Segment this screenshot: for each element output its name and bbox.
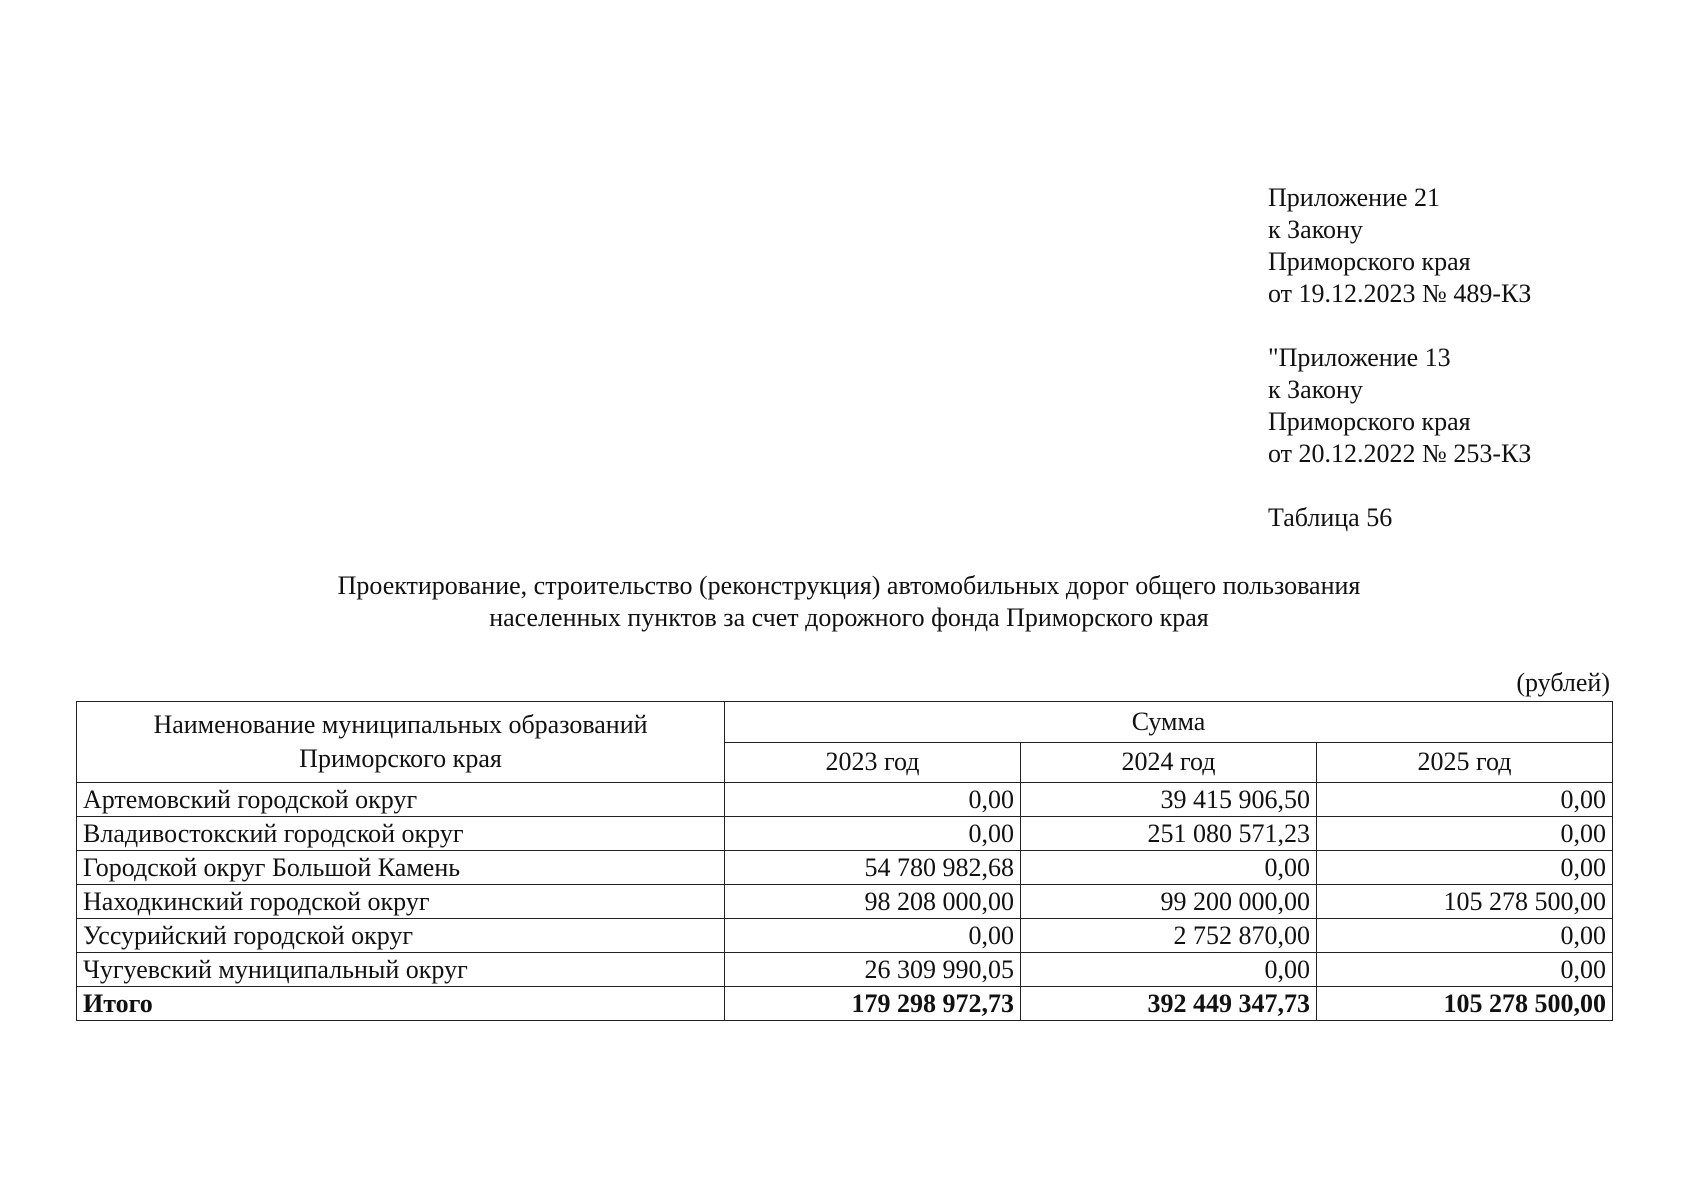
appendix-region: Приморского края	[1268, 247, 1471, 276]
value-2025: 0,00	[1317, 817, 1613, 851]
appendix-law-ref: к Закону	[1268, 215, 1363, 244]
value-2024: 2 752 870,00	[1021, 919, 1317, 953]
table-label: Таблица 56	[1268, 503, 1393, 532]
header-municipality-line-2: Приморского края	[299, 744, 502, 773]
value-2024: 39 415 906,50	[1021, 783, 1317, 817]
value-2025: 105 278 500,00	[1317, 885, 1613, 919]
original-law-ref: к Закону	[1268, 375, 1363, 404]
value-2023: 98 208 000,00	[725, 885, 1021, 919]
row-name: Чугуевский муниципальный округ	[77, 953, 725, 987]
value-2024: 251 080 571,23	[1021, 817, 1317, 851]
appendix-law-date: от 19.12.2023 № 489-КЗ	[1268, 279, 1532, 308]
total-2024: 392 449 347,73	[1021, 987, 1317, 1021]
row-name: Городской округ Большой Камень	[77, 851, 725, 885]
appendix-block	[1268, 182, 1648, 534]
original-law-date: от 20.12.2022 № 253-КЗ	[1268, 439, 1532, 468]
value-2024: 0,00	[1021, 851, 1317, 885]
title-line-2: населенных пунктов за счет дорожного фонда Приморского края	[489, 603, 1209, 632]
value-2024: 0,00	[1021, 953, 1317, 987]
table-row	[77, 817, 1613, 851]
table-row	[77, 953, 1613, 987]
row-name: Владивостокский городской округ	[77, 817, 725, 851]
row-name: Артемовский городской округ	[77, 783, 725, 817]
total-row	[77, 987, 1613, 1021]
header-municipality	[77, 702, 725, 783]
table-row	[77, 783, 1613, 817]
row-name: Уссурийский городской округ	[77, 919, 725, 953]
original-region: Приморского края	[1268, 407, 1471, 436]
appendix-number: Приложение 21	[1268, 183, 1441, 212]
document-title	[0, 570, 1698, 634]
value-2025: 0,00	[1317, 851, 1613, 885]
total-2023: 179 298 972,73	[725, 987, 1021, 1021]
header-municipality-line-1: Наименование муниципальных образований	[153, 710, 648, 739]
total-2025: 105 278 500,00	[1317, 987, 1613, 1021]
title-line-1: Проектирование, строительство (реконструкция) автомобильных дорог общего пользования	[337, 571, 1361, 600]
total-label: Итого	[77, 987, 725, 1021]
row-name: Находкинский городской округ	[77, 885, 725, 919]
units-label: (рублей)	[1516, 668, 1610, 697]
header-sum: Сумма	[725, 702, 1613, 743]
value-2025: 0,00	[1317, 919, 1613, 953]
value-2023: 0,00	[725, 817, 1021, 851]
value-2024: 99 200 000,00	[1021, 885, 1317, 919]
header-year-2024: 2024 год	[1021, 742, 1317, 783]
value-2023: 0,00	[725, 919, 1021, 953]
header-year-2025: 2025 год	[1317, 742, 1613, 783]
funding-table	[76, 701, 1613, 1021]
value-2025: 0,00	[1317, 783, 1613, 817]
table-row	[77, 919, 1613, 953]
original-appendix-number: "Приложение 13	[1268, 343, 1451, 372]
table-row	[77, 885, 1613, 919]
value-2023: 0,00	[725, 783, 1021, 817]
header-year-2023: 2023 год	[725, 742, 1021, 783]
value-2025: 0,00	[1317, 953, 1613, 987]
table-row	[77, 851, 1613, 885]
value-2023: 54 780 982,68	[725, 851, 1021, 885]
value-2023: 26 309 990,05	[725, 953, 1021, 987]
